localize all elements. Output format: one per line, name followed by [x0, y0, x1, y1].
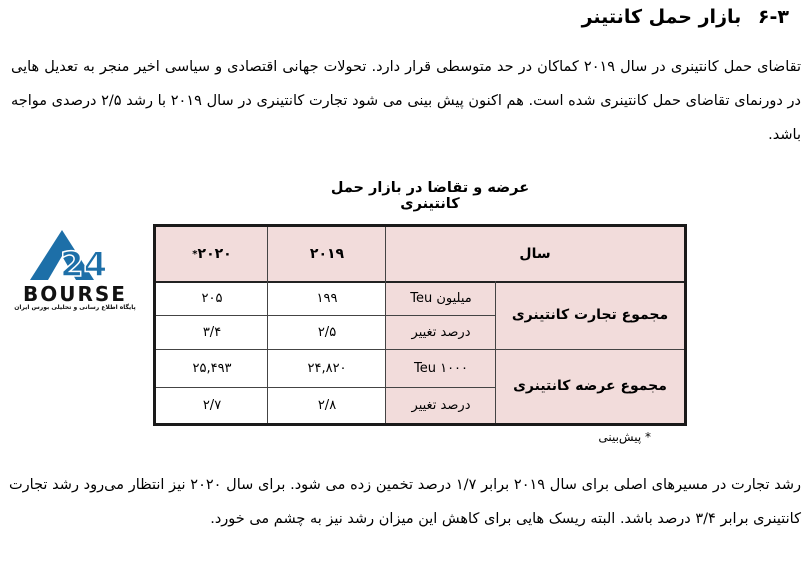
logo-text: BOURSE: [23, 282, 127, 306]
closing-paragraph: رشد تجارت در مسیرهای اصلی برای سال ۲۰۱۹ برابر ۱/۷ درصد تخمین زده می شود. برای سال ۲۰۲۰ نیز انتظار می‌رود رشد تجارت کانتینری برابر ۳/۴ درصد باشد. البته ریسک هایی برای کاهش این میزان رشد نیز به چشم می خورد.: [9, 477, 801, 527]
section-title: بازار حمل کانتینر: [581, 6, 742, 28]
unit-cell: [386, 387, 496, 423]
value-text: ۱۹۹: [316, 290, 338, 306]
unit-cell: [386, 315, 496, 349]
forecast-mark: *: [192, 248, 198, 260]
row-divider: [156, 387, 496, 388]
unit-text: Teu ۱۰۰۰: [413, 360, 469, 376]
value-text: ۲۴,۸۲۰: [307, 360, 347, 376]
col-divider: [495, 281, 496, 423]
value-text: ۲۰۵: [201, 290, 223, 306]
col-divider: [385, 227, 386, 423]
unit-text: درصد تغییر: [411, 397, 471, 413]
header-year-label: [386, 227, 684, 281]
value-text: ۲/۵: [317, 324, 337, 340]
value-text: ۳/۴: [202, 324, 222, 340]
value-text: ۲/۸: [317, 397, 337, 413]
table-title: عرضه و تقاضا در بازار حمل کانتینری: [330, 180, 530, 212]
value-2020: [156, 387, 268, 423]
value-2019: [268, 315, 386, 349]
value-2020: [156, 315, 268, 349]
header-2020: [156, 227, 268, 281]
year-label-text: سال: [519, 246, 551, 262]
logo-subtitle: پایگاه اطلاع رسانی و تحلیلی بورس ایران: [14, 304, 136, 311]
group-label-text: مجموع عرضه کانتینری: [513, 378, 667, 394]
value-2019: [268, 387, 386, 423]
table-footnote: * پیش‌بینی: [598, 430, 651, 444]
value-2020: [156, 349, 268, 387]
group-label-supply: [496, 349, 684, 423]
unit-cell: [386, 349, 496, 387]
unit-cell: [386, 281, 496, 315]
group-divider: [156, 349, 684, 350]
unit-text: میلیون Teu: [410, 290, 472, 306]
group-label-trade: [496, 281, 684, 349]
col-divider: [267, 227, 268, 423]
value-2019: [268, 349, 386, 387]
value-2020: [156, 281, 268, 315]
header-2019: [268, 227, 386, 281]
section-number: ۶-۳: [757, 6, 789, 28]
col-2019-text: ۲۰۱۹: [309, 246, 345, 262]
svg-text:24: 24: [60, 245, 108, 285]
col-2020-text: ۲۰۲۰: [197, 246, 232, 262]
supply-demand-table: [153, 224, 687, 426]
unit-text: درصد تغییر: [411, 324, 471, 340]
section-heading: [582, 6, 789, 28]
row-divider: [156, 315, 496, 316]
value-2019: [268, 281, 386, 315]
value-text: ۲/۷: [202, 397, 222, 413]
group-label-text: مجموع تجارت کانتینری: [511, 307, 669, 323]
header-divider: [156, 281, 684, 283]
intro-paragraph: تقاضای حمل کانتینری در سال ۲۰۱۹ کماکان در حد متوسطی قرار دارد. تحولات جهانی اقتصادی و سیاسی اخیر منجر به تعدیل هایی در دورنمای تقاضای حمل کانتینری شده است. هم اکنون پیش بینی می شود تجارت کانتینری در سال ۲۰۱۹ با رشد ۲/۵ درصدی مواجه باشد.: [11, 59, 801, 143]
value-text: ۲۵,۴۹۳: [192, 360, 232, 376]
